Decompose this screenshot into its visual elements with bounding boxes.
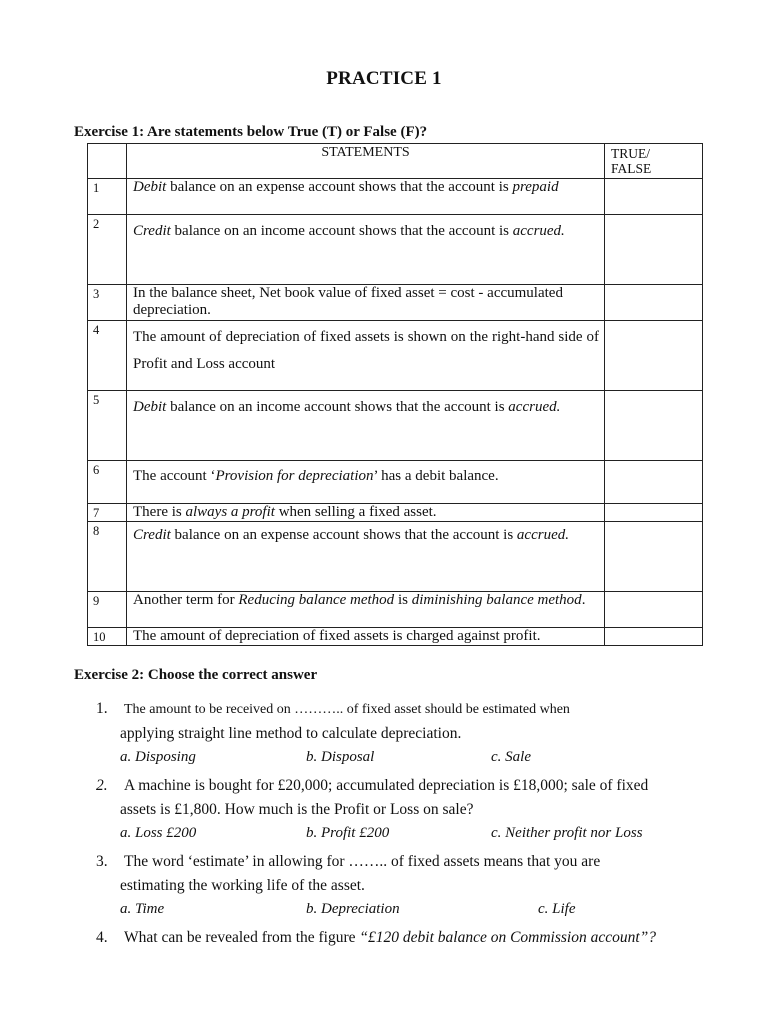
table-row xyxy=(88,285,703,321)
statement-emphasis: Reducing balance method xyxy=(238,592,395,608)
statement-cell xyxy=(127,391,605,461)
question-4 xyxy=(96,926,716,950)
statement-text: . xyxy=(581,592,586,608)
question-quote: “£120 debit balance on Commission account”? xyxy=(359,929,657,946)
statement-emphasis: Debit xyxy=(133,399,167,415)
table-row xyxy=(88,592,703,628)
statement-text: when selling a fixed asset. xyxy=(274,504,437,520)
table-row xyxy=(88,628,703,646)
statement-text: balance on an expense account shows that the account is xyxy=(166,179,513,195)
statement-emphasis: always a profit xyxy=(185,504,275,520)
statement-text: balance on an income account shows that the account is xyxy=(166,399,509,415)
statement-emphasis: accrued. xyxy=(512,223,565,239)
answer-cell[interactable] xyxy=(605,522,703,592)
question-number: 4. xyxy=(96,929,108,946)
statement-cell xyxy=(127,628,605,646)
statement-emphasis: prepaid xyxy=(512,179,559,195)
statement-emphasis: accrued. xyxy=(508,399,561,415)
statement-text: balance on an income account shows that the account is xyxy=(170,223,513,239)
statement-cell xyxy=(127,321,605,391)
row-number: 5 xyxy=(88,391,127,461)
statement-cell xyxy=(127,285,605,321)
statement-text: The account ‘ xyxy=(133,468,216,484)
row-number: 6 xyxy=(88,461,127,504)
question-2 xyxy=(96,774,716,822)
statement-cell xyxy=(127,504,605,522)
header-number-cell xyxy=(88,144,127,179)
question-text-cont: estimating the working life of the asset. xyxy=(120,877,365,894)
statement-text: Another term for xyxy=(133,592,239,608)
question-text: The amount to be received on ……….. of fixed asset should be estimated when xyxy=(124,702,570,717)
table-row xyxy=(88,504,703,522)
row-number: 2 xyxy=(88,215,127,285)
statement-text: balance on an expense account shows that the account is xyxy=(170,527,517,543)
row-number: 1 xyxy=(88,179,127,215)
option-c[interactable]: c. Sale xyxy=(491,749,531,765)
statement-emphasis: Debit xyxy=(133,179,167,195)
statement-cell xyxy=(127,522,605,592)
statement-emphasis: accrued. xyxy=(516,527,569,543)
option-b[interactable]: b. Disposal xyxy=(306,749,375,765)
option-a[interactable]: a. Loss £200 xyxy=(120,825,197,841)
header-true-false xyxy=(605,144,703,179)
statement-emphasis: diminishing balance method xyxy=(411,592,582,608)
question-1 xyxy=(96,697,716,746)
option-b[interactable]: b. Profit £200 xyxy=(306,825,390,841)
question-text: A machine is bought for £20,000; accumulated depreciation is £18,000; sale of fixed xyxy=(124,777,649,794)
question-number: 2. xyxy=(96,777,108,794)
table-row xyxy=(88,391,703,461)
statement-text: The amount of depreciation of fixed assets is charged against profit. xyxy=(133,628,541,644)
row-number: 3 xyxy=(88,285,127,321)
options-1 xyxy=(96,746,716,774)
table-row xyxy=(88,321,703,391)
question-list xyxy=(96,697,716,950)
row-number: 7 xyxy=(88,504,127,522)
options-2 xyxy=(96,822,716,850)
table-row xyxy=(88,179,703,215)
question-text: The word ‘estimate’ in allowing for …….. of fixed assets means that you are xyxy=(124,853,601,870)
statement-text: There is xyxy=(133,504,186,520)
answer-cell[interactable] xyxy=(605,321,703,391)
page-title: PRACTICE 1 xyxy=(326,68,442,89)
row-number: 10 xyxy=(88,628,127,646)
statement-cell xyxy=(127,461,605,504)
statement-text: ’ has a debit balance. xyxy=(373,468,499,484)
options-3 xyxy=(96,898,716,926)
option-a[interactable]: a. Disposing xyxy=(120,749,196,765)
header-true-label: TRUE/ xyxy=(611,146,650,161)
statement-cell xyxy=(127,179,605,215)
statement-text: The amount of depreciation of fixed assets is shown on the right-hand side of Profit and Loss account xyxy=(133,329,599,372)
statements-table xyxy=(87,143,703,646)
row-number: 8 xyxy=(88,522,127,592)
option-b[interactable]: b. Depreciation xyxy=(306,901,400,917)
table-row xyxy=(88,522,703,592)
question-3 xyxy=(96,850,716,898)
statement-emphasis: Credit xyxy=(133,223,171,239)
answer-cell[interactable] xyxy=(605,628,703,646)
question-number: 1. xyxy=(96,700,108,717)
statement-text: In the balance sheet, Net book value of fixed asset = cost - accumulated depreciation. xyxy=(133,285,563,318)
answer-cell[interactable] xyxy=(605,391,703,461)
option-c[interactable]: c. Neither profit nor Loss xyxy=(491,825,643,841)
exercise-1-heading: Exercise 1: Are statements below True (T) or False (F)? xyxy=(74,124,428,140)
statement-emphasis: Credit xyxy=(133,527,171,543)
answer-cell[interactable] xyxy=(605,461,703,504)
answer-cell[interactable] xyxy=(605,285,703,321)
header-false-label: FALSE xyxy=(611,161,652,176)
answer-cell[interactable] xyxy=(605,179,703,215)
statement-cell xyxy=(127,215,605,285)
question-text-cont: assets is £1,800. How much is the Profit or Loss on sale? xyxy=(120,801,474,818)
question-number: 3. xyxy=(96,853,108,870)
question-text-cont: applying straight line method to calculate depreciation. xyxy=(120,725,462,742)
row-number: 9 xyxy=(88,592,127,628)
header-statements: STATEMENTS xyxy=(127,144,605,179)
answer-cell[interactable] xyxy=(605,592,703,628)
statement-cell xyxy=(127,592,605,628)
table-row xyxy=(88,461,703,504)
statement-text: is xyxy=(394,592,412,608)
option-c[interactable]: c. Life xyxy=(538,901,576,917)
answer-cell[interactable] xyxy=(605,504,703,522)
row-number: 4 xyxy=(88,321,127,391)
table-row xyxy=(88,215,703,285)
question-text: What can be revealed from the figure xyxy=(124,929,360,946)
answer-cell[interactable] xyxy=(605,215,703,285)
table-header-row xyxy=(88,144,703,179)
statement-emphasis: Provision for depreciation xyxy=(215,468,374,484)
option-a[interactable]: a. Time xyxy=(120,901,165,917)
exercise-2-heading: Exercise 2: Choose the correct answer xyxy=(74,667,318,683)
